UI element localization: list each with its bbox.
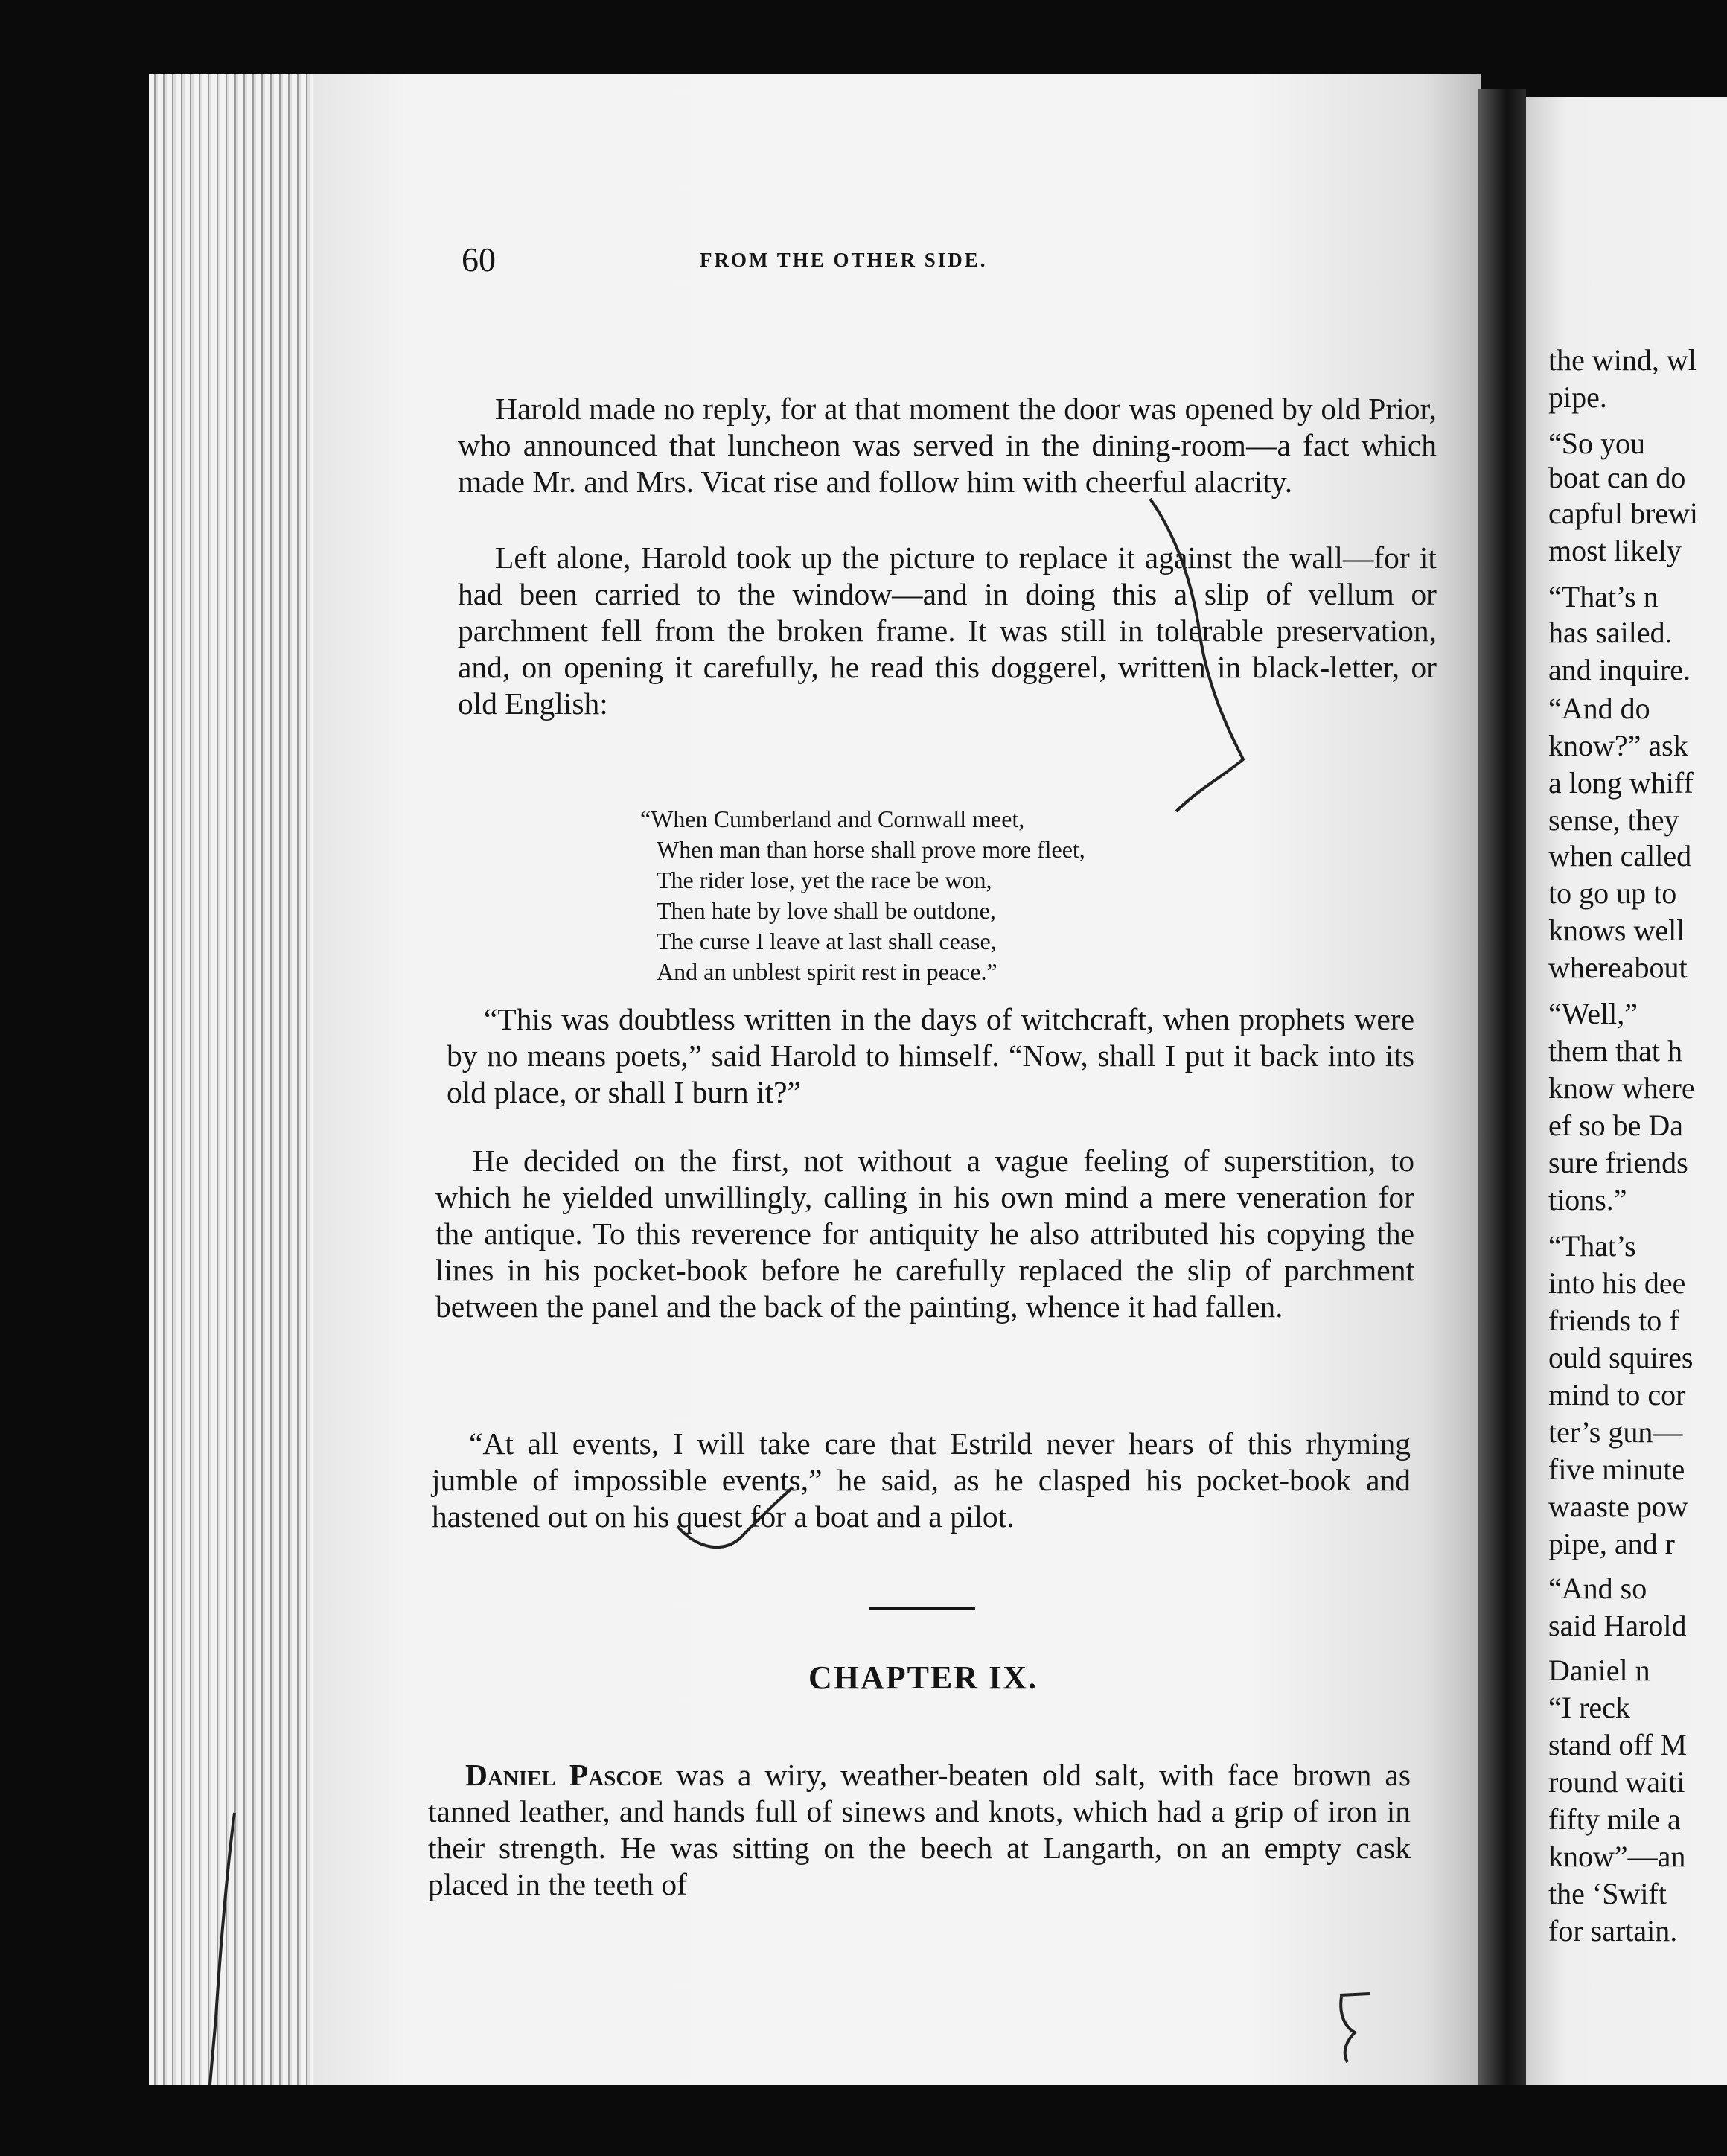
right-page-line: them that h	[1548, 1034, 1682, 1068]
right-page-line: and inquire.	[1548, 653, 1691, 686]
verse-line: Then hate by love shall be outdone,	[657, 897, 996, 924]
paragraph-2: Left alone, Harold took up the picture to replace it against the wall—for it had been carried to the window—and in doing this a slip of vellum or parchment fell from the broken frame. It was still in tolerable preservation, and, on opening it carefully, he read this doggerel, written in black-letter, or old English:	[458, 540, 1437, 721]
right-page-line: pipe, and r	[1548, 1527, 1675, 1560]
right-page-line: whereabout	[1548, 951, 1688, 984]
pencil-scribble-mark	[1325, 1988, 1385, 2070]
right-page-line: “Well,”	[1548, 997, 1638, 1030]
left-page	[313, 74, 1481, 2085]
paragraph-1: Harold made no reply, for at that moment the door was opened by old Prior, who announced that luncheon was served in the dining-room—a fact which made Mr. and Mrs. Vicat rise and follow him with cheerful alacrity.	[458, 392, 1437, 499]
right-page-line: stand off M	[1548, 1728, 1687, 1761]
verse-line: “When Cumberland and Cornwall meet,	[640, 806, 1025, 832]
paragraph-5: “At all events, I will take care that Estrild never hears of this rhyming jumble of impossible events,” he said, as he clasped his pocket-book and hastened out on his quest for a boat and a pilot.	[432, 1426, 1411, 1534]
right-page-line: ter’s gun—	[1548, 1415, 1683, 1449]
right-page-line: has sailed.	[1548, 616, 1673, 649]
running-head: FROM THE OTHER SIDE.	[700, 249, 988, 271]
right-page-line: “And do	[1548, 692, 1650, 725]
right-page-line: boat can do	[1548, 461, 1686, 494]
right-page-line: round waiti	[1548, 1765, 1685, 1799]
right-page-line: Daniel n	[1548, 1653, 1650, 1687]
right-page-line: “And so	[1548, 1572, 1647, 1605]
right-page-line: “That’s n	[1548, 580, 1659, 613]
right-page-line: the wind, wl	[1548, 343, 1696, 377]
paragraph-4: He decided on the first, not without a vague feeling of superstition, to which he yielded unwillingly, calling in his own mind a mere veneration for the antique. To this reverence for antiquity he also attributed his copying the lines in his pocket-book before he carefully replaced the slip of parchment between the panel and the back of the painting, whence it had fallen.	[435, 1144, 1414, 1324]
right-page	[1526, 97, 1727, 2092]
right-page-line: the ‘Swift	[1548, 1877, 1667, 1910]
verse-block	[640, 804, 1295, 987]
right-page-line: “So you	[1548, 427, 1645, 460]
right-page-line: “I reck	[1548, 1691, 1630, 1724]
right-page-line: know?” ask	[1548, 729, 1688, 762]
right-page-line: ould squires	[1548, 1341, 1694, 1374]
page-header	[462, 240, 1466, 284]
right-page-line: to go up to	[1548, 876, 1677, 910]
right-page-line: tions.”	[1548, 1183, 1627, 1216]
right-page-line: friends to f	[1548, 1304, 1679, 1337]
right-page-line: most likely	[1548, 534, 1682, 567]
right-page-line: said Harold	[1548, 1609, 1687, 1642]
verse-line: The curse I leave at last shall cease,	[657, 928, 997, 954]
chapter-opening-paragraph	[428, 1757, 1411, 1903]
right-page-line: a long whiff	[1548, 766, 1694, 800]
right-page-line: for sartain.	[1548, 1914, 1678, 1948]
page-edges	[149, 74, 320, 2085]
right-page-line: sense, they	[1548, 803, 1679, 837]
right-page-line: ef so be Da	[1548, 1109, 1684, 1142]
right-page-line: knows well	[1548, 913, 1685, 947]
pencil-margin-line	[201, 1809, 246, 2122]
right-page-line: five minute	[1548, 1452, 1685, 1486]
verse-line: When man than horse shall prove more fleet,	[657, 836, 1085, 863]
paragraph-3: “This was doubtless written in the days of witchcraft, when prophets were by no means poets,” said Harold to himself. “Now, shall I put it back into its old place, or shall I burn it?”	[447, 1002, 1414, 1109]
bottom-shadow	[149, 2085, 1727, 2156]
right-page-line: fifty mile a	[1548, 1802, 1681, 1836]
book-gutter	[1478, 89, 1526, 2085]
right-page-line: know”—an	[1548, 1840, 1686, 1873]
right-page-line: sure friends	[1548, 1146, 1688, 1179]
right-page-line: know where	[1548, 1071, 1695, 1105]
section-rule	[869, 1607, 975, 1610]
right-page-line: capful brewi	[1548, 497, 1699, 530]
right-page-line: when called	[1548, 839, 1692, 873]
verse-line: And an unblest spirit rest in peace.”	[657, 958, 997, 985]
chapter-opening-smallcaps: Daniel Pascoe	[465, 1758, 663, 1792]
pencil-check-mark	[674, 1482, 800, 1563]
pencil-bracket-mark	[1146, 491, 1258, 819]
chapter-opening-text: was a wiry, weather-beaten old salt, with face brown as tanned leather, and hands full of sinews and knots, which had a grip of iron in their strength. He was sitting on the beech at Langarth, on an empty cask placed in the teeth of	[428, 1758, 1411, 1901]
right-page-line: pipe.	[1548, 380, 1607, 414]
right-page-line: waaste pow	[1548, 1490, 1688, 1523]
verse-line: The rider lose, yet the race be won,	[657, 867, 992, 893]
page-number: 60	[462, 240, 496, 278]
right-page-line: into his dee	[1548, 1266, 1686, 1300]
right-page-line: mind to cor	[1548, 1378, 1686, 1412]
right-page-line: “That’s	[1548, 1229, 1636, 1263]
chapter-title: CHAPTER IX.	[808, 1659, 1038, 1696]
